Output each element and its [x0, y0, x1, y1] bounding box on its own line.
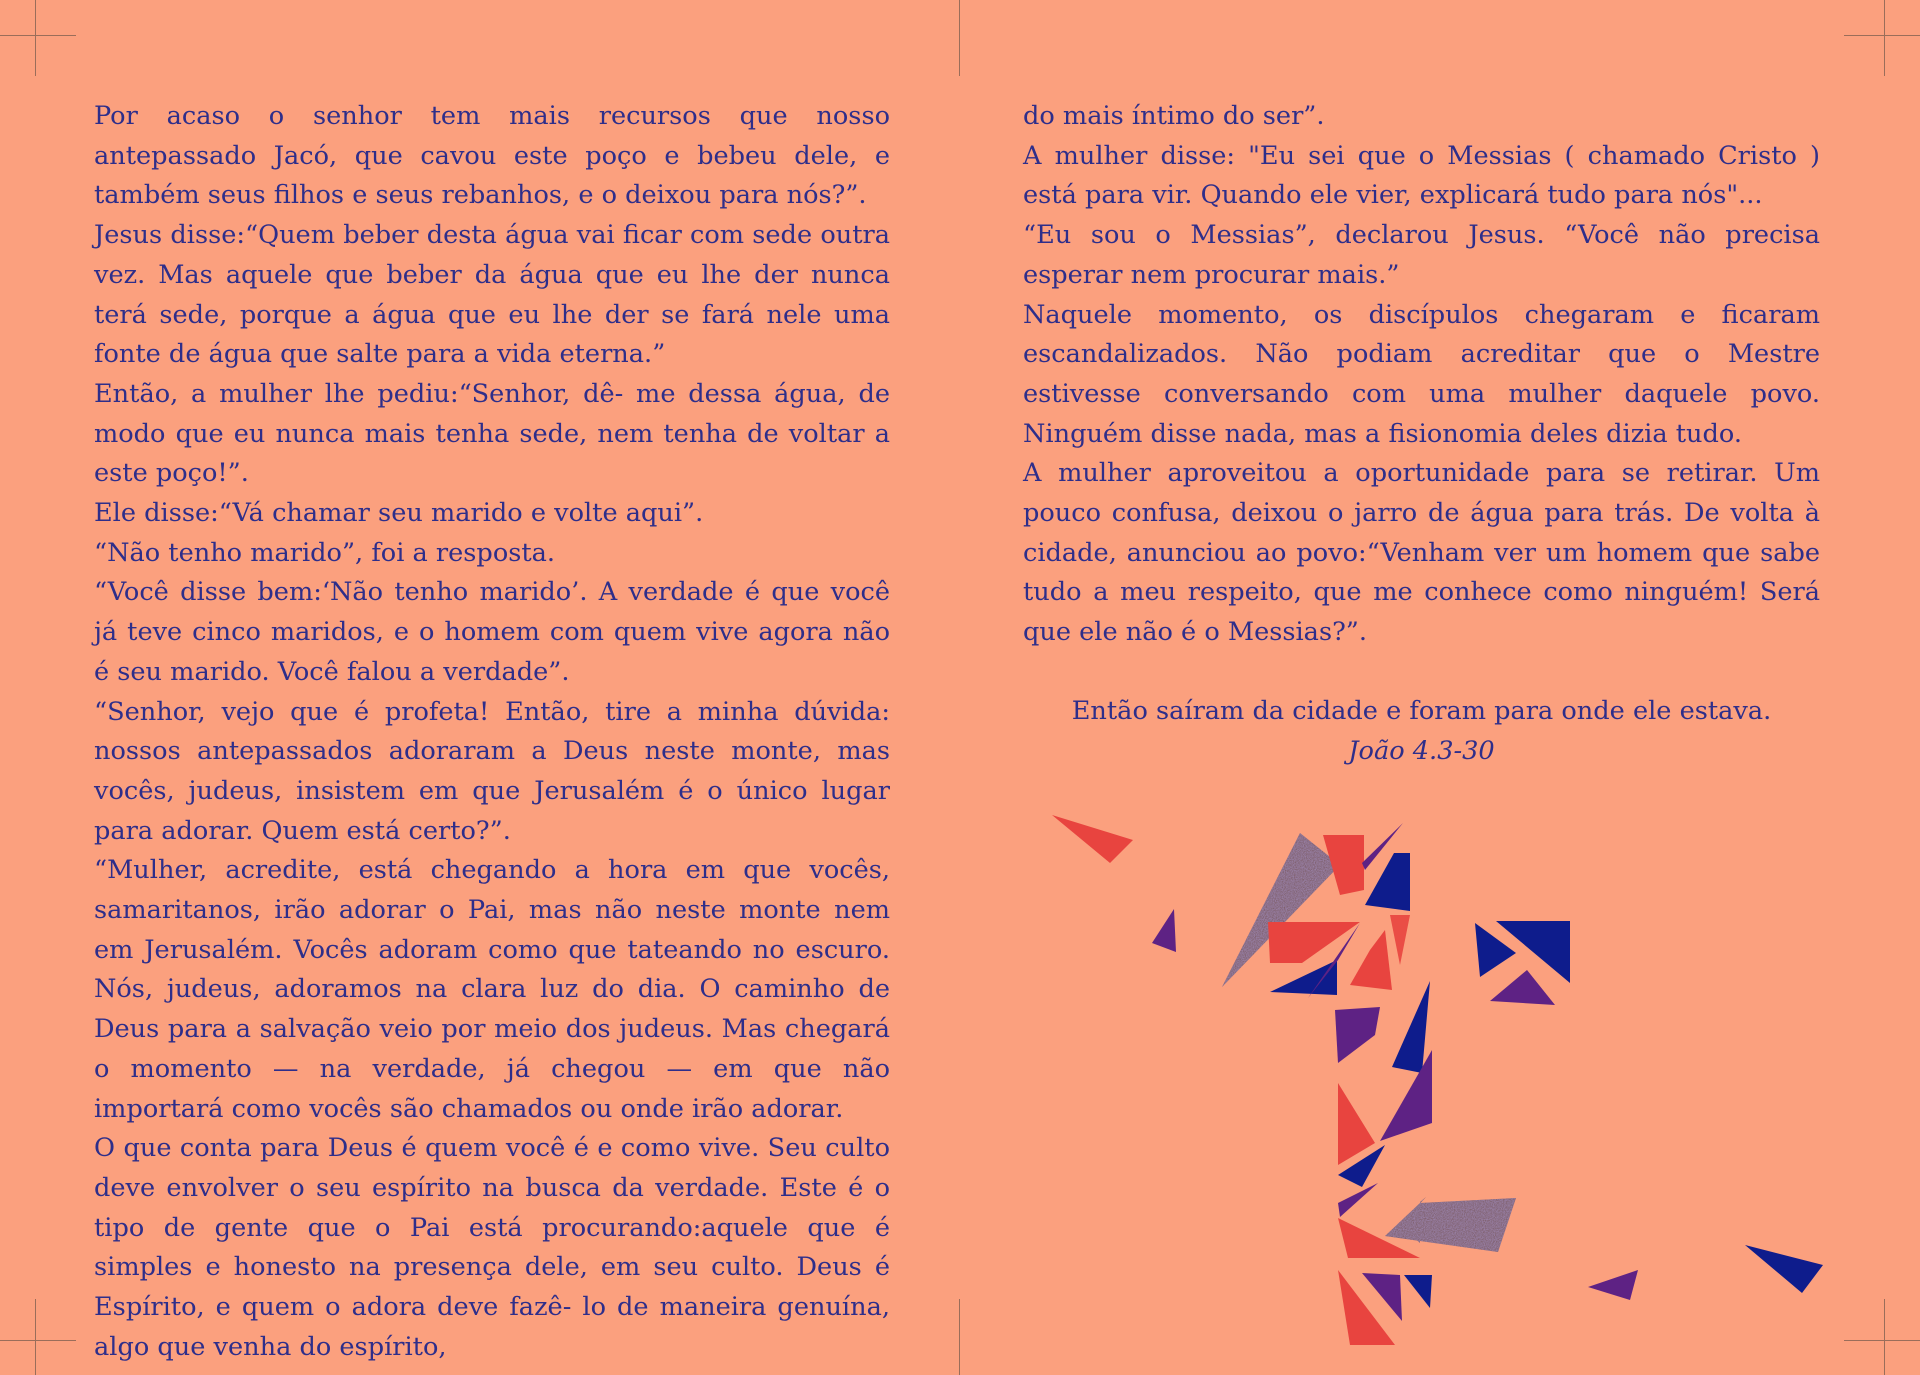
shard-purple	[1588, 1270, 1638, 1300]
paragraph: Por acaso o senhor tem mais recursos que nosso antepassado Jacó, que cavou este poço e bebeu dele, e também seus filhos e seus rebanhos, e o deixou para nós?”.	[94, 101, 890, 211]
crop-mark	[0, 35, 76, 36]
paragraph: Então, a mulher lhe pediu:“Senhor, dê- me dessa água, de modo que eu nunca mais tenha sede, nem tenha de voltar a este poço!”.	[94, 378, 890, 489]
shard-blue	[1745, 1245, 1823, 1293]
shard-blue	[1365, 853, 1410, 911]
crop-mark	[1844, 1340, 1920, 1341]
paragraph: O que conta para Deus é quem você é e como vive. Seu culto deve envolver o seu espírito na busca da verdade. Este é o tipo de gente que o Pai está procurando:aquele que é simples e honesto na presença dele, em seu culto. Deus é Espírito, e quem o adora deve fazê- lo de maneira genuína, algo que venha do espírito,	[94, 1133, 890, 1362]
shard-grey	[1222, 833, 1340, 987]
shard-blue	[1392, 981, 1430, 1073]
shard-purple	[1335, 1007, 1380, 1063]
paragraph: Ele disse:“Vá chamar seu marido e volte aqui”.	[94, 498, 704, 529]
closing-block	[1023, 692, 1820, 771]
paragraph: “Mulher, acredite, está chegando a hora em que vocês, samaritanos, irão adorar o Pai, mas não neste monte nem em Jerusalém. Vocês adoram como que tateando no escuro. Nós, judeus, adoramos na clara luz do dia. O caminho de Deus para a salvação veio por meio dos judeus. Mas chegará o momento — na verdade, já chegou — em que não importará como vocês são chamados ou onde irão adorar.	[94, 855, 890, 1124]
paragraph: A mulher disse: "Eu sei que o Messias ( chamado Cristo ) está para vir. Quando ele vier, explicará tudo para nós"...	[1023, 140, 1820, 211]
shard-red	[1268, 922, 1360, 963]
crop-mark	[1884, 0, 1885, 76]
crop-mark	[0, 1340, 76, 1341]
shard-red	[1052, 815, 1133, 863]
crop-mark	[35, 0, 36, 76]
shard-red	[1338, 1083, 1375, 1165]
paragraph: A mulher aproveitou a oportunidade para se retirar. Um pouco confusa, deixou o jarro de água para trás. De volta à cidade, anunciou ao povo:“Venham ver um homem que sabe tudo a meu respeito, que me conhece como ninguém! Será que ele não é o Messias?”.	[1023, 458, 1820, 648]
fragmented-cross-illustration	[1040, 805, 1840, 1365]
shard-grey	[1385, 1198, 1516, 1252]
paragraph: do mais íntimo do ser”.	[1023, 101, 1325, 131]
shard-red	[1390, 915, 1410, 965]
left-text-column	[94, 97, 890, 1368]
paragraph: Naquele momento, os discípulos chegaram e ficaram escandalizados. Não podiam acreditar que o Mestre estivesse conversando com uma mulher daquele povo. Ninguém disse nada, mas a fisionomia deles dizia tudo.	[1023, 299, 1820, 449]
shard-purple	[1152, 909, 1176, 952]
paragraph: Jesus disse:“Quem beber desta água vai ficar com sede outra vez. Mas aquele que beber da água que eu lhe der nunca terá sede, porque a água que eu lhe der se fará nele uma fonte de água que salte para a vida eterna.”	[94, 220, 890, 370]
shard-purple	[1490, 970, 1555, 1005]
crop-mark	[1884, 1299, 1885, 1375]
shard-blue	[1270, 960, 1337, 995]
closing-line: Então saíram da cidade e foram para onde ele estava.	[1071, 696, 1772, 726]
paragraph: “Senhor, vejo que é profeta! Então, tire a minha dúvida: nossos antepassados adoraram a Deus neste monte, mas vocês, judeus, insistem em que Jerusalém é o único lugar para adorar. Quem está certo?”.	[94, 696, 890, 846]
paragraph: “Eu sou o Messias”, declarou Jesus. “Você não precisa esperar nem procurar mais.”	[1023, 220, 1820, 290]
paragraph: “Você disse bem:‘Não tenho marido’. A verdade é que você já teve cinco maridos, e o homem com quem vive agora não é seu marido. Você falou a verdade”.	[94, 577, 890, 687]
shard-red	[1350, 930, 1392, 990]
shard-blue	[1404, 1275, 1432, 1308]
crop-mark	[35, 1299, 36, 1375]
scripture-reference: João 4.3-30	[1348, 735, 1495, 766]
shard-purple	[1338, 1183, 1378, 1217]
paragraph: “Não tenho marido”, foi a resposta.	[94, 537, 556, 568]
right-text-column	[1023, 97, 1820, 653]
crop-mark	[1844, 35, 1920, 36]
